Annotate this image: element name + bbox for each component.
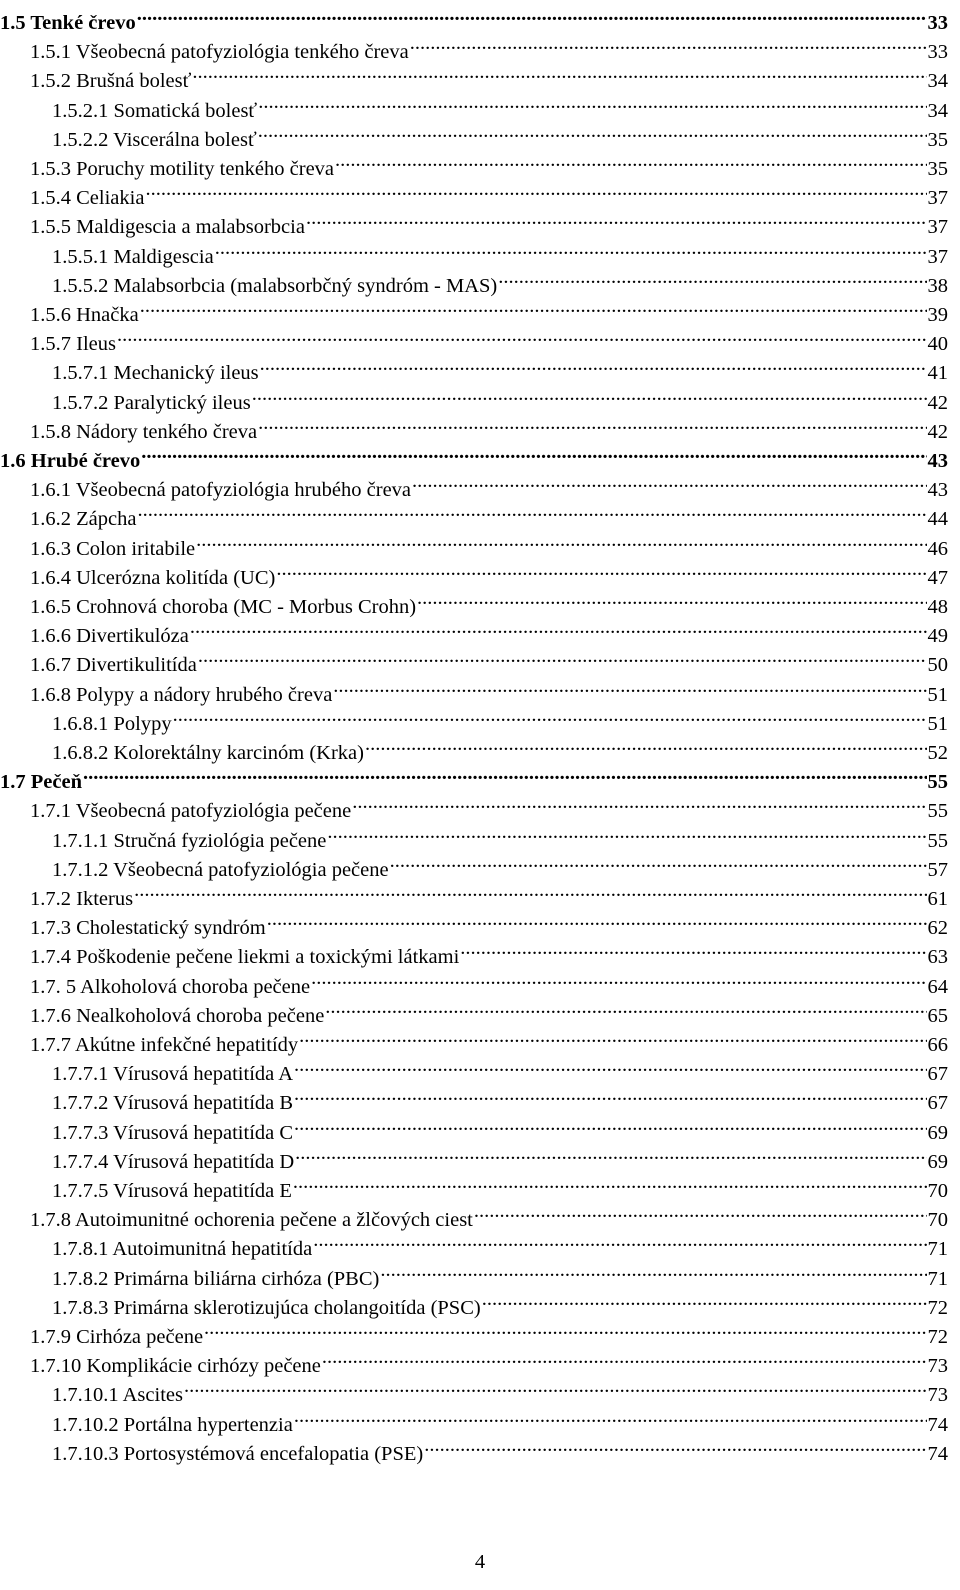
toc-entry-page: 42 (927, 391, 948, 414)
toc-entry-page: 35 (927, 128, 948, 151)
toc-entry-title: 1.7.8.2 Primárna biliárna cirhóza (PBC) (52, 1267, 380, 1290)
toc-leader-dots (195, 526, 927, 555)
toc-entry-page: 38 (927, 274, 948, 297)
toc-leader-dots (257, 117, 928, 146)
toc-entry-page: 70 (927, 1209, 948, 1232)
toc-entry-title: 1.5.7.1 Mechanický ileus (52, 362, 259, 385)
toc-leader-dots (136, 496, 927, 525)
toc-entry[interactable] (0, 526, 948, 560)
toc-entry-title: 1.7.1 Všeobecná patofyziológia pečene (30, 800, 352, 823)
toc-entry-title: 1.6.8.2 Kolorektálny karcinóm (Krka) (52, 742, 364, 764)
toc-entry[interactable] (0, 701, 948, 735)
toc-leader-dots (266, 905, 928, 934)
toc-leader-dots (473, 1197, 928, 1226)
toc-entry[interactable] (0, 0, 948, 34)
toc-entry[interactable] (0, 29, 948, 64)
toc-entry[interactable] (0, 1372, 948, 1407)
toc-entry-page: 37 (927, 216, 948, 239)
toc-entry-page: 69 (927, 1121, 948, 1144)
toc-leader-dots (481, 1285, 928, 1314)
toc-entry-page: 74 (927, 1413, 948, 1436)
toc-leader-dots (140, 438, 927, 467)
toc-leader-dots (203, 1314, 927, 1343)
toc-leader-dots (334, 146, 927, 175)
toc-leader-dots (197, 642, 928, 671)
toc-entry-title: 1.5.5.1 Maldigescia (52, 245, 214, 268)
toc-leader-dots (312, 1226, 927, 1255)
toc-leader-dots (411, 467, 927, 496)
toc-entry-page: 67 (927, 1092, 948, 1115)
toc-leader-dots (379, 1256, 927, 1285)
toc-entry-title: 1.7.9 Cirhóza pečene (30, 1326, 204, 1348)
toc-entry-title: 1.6.8 Polypy a nádory hrubého čreva (30, 683, 333, 706)
page-number: 4 (474, 1551, 486, 1573)
toc-entry[interactable] (0, 1343, 948, 1378)
toc-entry-page: 48 (927, 596, 948, 618)
toc-entry[interactable] (0, 175, 948, 210)
toc-entry[interactable] (0, 117, 948, 151)
toc-leader-dots (324, 993, 927, 1022)
toc-entry[interactable] (0, 1402, 948, 1436)
toc-entry[interactable] (0, 496, 948, 531)
toc-entry-page: 71 (927, 1238, 948, 1261)
toc-entry[interactable] (0, 847, 948, 881)
toc-entry-title: 1.6.8.1 Polypy (52, 712, 172, 735)
toc-leader-dots (136, 0, 928, 29)
toc-leader-dots (144, 175, 927, 204)
toc-entry[interactable] (0, 1256, 948, 1290)
toc-entry-page: 43 (927, 450, 948, 472)
toc-entry[interactable] (0, 584, 948, 618)
toc-entry-title: 1.7.8.3 Primárna sklerotizujúca cholangoitída (PSC) (52, 1296, 481, 1319)
toc-entry[interactable] (0, 1285, 948, 1319)
toc-entry-page: 33 (927, 12, 948, 34)
toc-entry-page: 72 (927, 1296, 948, 1319)
toc-leader-dots (389, 847, 928, 876)
toc-leader-dots (305, 204, 928, 233)
toc-entry[interactable] (0, 234, 948, 268)
toc-entry-page: 49 (927, 625, 948, 648)
toc-leader-dots (310, 964, 927, 993)
toc-leader-dots (497, 263, 927, 292)
toc-leader-dots (294, 1139, 927, 1168)
toc-entry-page: 55 (927, 800, 948, 823)
toc-leader-dots (351, 788, 927, 817)
toc-leader-dots (293, 1402, 928, 1431)
toc-entry-page: 33 (927, 41, 948, 64)
toc-entry-title: 1.7.8 Autoimunitné ochorenia pečene a žlčových ciest (30, 1209, 473, 1232)
toc-entry-page: 73 (927, 1355, 948, 1378)
toc-entry[interactable] (0, 1080, 948, 1115)
toc-entry[interactable] (0, 58, 948, 93)
toc-leader-dots (172, 701, 928, 730)
toc-entry-page: 73 (927, 1384, 948, 1407)
toc-leader-dots (416, 584, 927, 613)
toc-entry-page: 39 (927, 304, 948, 326)
toc-entry[interactable] (0, 964, 948, 998)
toc-entry-title: 1.7.1.1 Stručná fyziológia pečene (52, 829, 327, 852)
toc-entry-page: 44 (927, 508, 948, 531)
toc-entry-page: 41 (927, 362, 948, 385)
toc-entry-page: 63 (927, 946, 948, 969)
toc-entry[interactable] (0, 380, 948, 414)
toc-entry[interactable] (0, 876, 948, 910)
toc-entry-page: 50 (927, 654, 948, 677)
toc-entry-page: 67 (927, 1063, 948, 1086)
toc-entry-title: 1.7 Pečeň (0, 771, 82, 794)
toc-entry[interactable] (0, 1168, 948, 1202)
toc-entry-page: 46 (927, 537, 948, 560)
toc-leader-dots (364, 730, 928, 759)
toc-entry[interactable] (0, 467, 948, 502)
toc-entry[interactable] (0, 1022, 948, 1056)
toc-entry-title: 1.7.8.1 Autoimunitná hepatitída (52, 1238, 313, 1261)
toc-entry-title: 1.7.7.2 Vírusová hepatitída B (52, 1092, 294, 1115)
toc-entry[interactable] (0, 1051, 948, 1086)
toc-leader-dots (321, 1343, 928, 1372)
toc-leader-dots (293, 1110, 927, 1139)
toc-entry-page: 47 (927, 566, 948, 589)
toc-entry-page: 55 (927, 829, 948, 852)
toc-entry-title: 1.5.8 Nádory tenkého čreva (30, 420, 258, 443)
toc-entry-title: 1.7.4 Poškodenie pečene liekmi a toxickými látkami (30, 946, 460, 969)
toc-leader-dots (259, 350, 928, 379)
toc-entry[interactable] (0, 350, 948, 385)
toc-entry-title: 1.7.7 Akútne infekčné hepatitídy (30, 1034, 299, 1056)
toc-entry-title: 1.6.1 Všeobecná patofyziológia hrubého čreva (30, 479, 412, 502)
toc-entry-page: 35 (927, 158, 948, 180)
toc-entry-title: 1.5.5 Maldigescia a malabsorbcia (30, 216, 305, 239)
toc-leader-dots (82, 759, 928, 788)
toc-leader-dots (133, 876, 927, 905)
toc-entry[interactable] (0, 788, 948, 823)
toc-leader-dots (293, 1051, 927, 1080)
toc-entry-title: 1.5.3 Poruchy motility tenkého čreva (30, 158, 335, 180)
toc-entry[interactable] (0, 905, 948, 940)
toc-entry-title: 1.7.7.3 Vírusová hepatitída C (52, 1121, 294, 1144)
toc-entry-title: 1.5.2 Brušná bolesť (30, 70, 192, 93)
toc-leader-dots (292, 1168, 928, 1197)
toc-leader-dots (326, 818, 927, 847)
toc-leader-dots (191, 58, 927, 87)
toc-entry-title: 1.7.10.2 Portálna hypertenzia (52, 1413, 293, 1436)
toc-leader-dots (116, 321, 928, 350)
toc-entry[interactable] (0, 292, 948, 326)
toc-leader-dots (257, 409, 927, 438)
toc-entry-page: 61 (927, 888, 948, 910)
toc-entry[interactable] (0, 88, 948, 122)
toc-entry-title: 1.5.2.2 Viscerálna bolesť (52, 128, 257, 151)
toc-entry[interactable] (0, 934, 948, 969)
toc-entry-page: 66 (927, 1034, 948, 1056)
toc-entry[interactable] (0, 263, 948, 297)
toc-entry[interactable] (0, 1431, 948, 1465)
toc-entry[interactable] (0, 1197, 948, 1232)
toc-entry-page: 74 (927, 1442, 948, 1465)
toc-leader-dots (139, 292, 928, 321)
toc-leader-dots (251, 380, 928, 409)
toc-entry-title: 1.5.7.2 Paralytický ileus (52, 391, 251, 414)
toc-entry-title: 1.7.10.1 Ascites (52, 1384, 183, 1407)
toc-entry-title: 1.7.1.2 Všeobecná patofyziológia pečene (52, 858, 389, 881)
toc-entry-page: 70 (927, 1180, 948, 1202)
toc-entry-page: 69 (927, 1150, 948, 1173)
toc-entry-page: 57 (927, 858, 948, 881)
toc-entry-title: 1.5.6 Hnačka (30, 304, 139, 326)
toc-leader-dots (214, 234, 928, 263)
toc-entry-page: 72 (927, 1326, 948, 1348)
toc-entry-page: 43 (927, 479, 948, 502)
toc-entry-page: 37 (927, 187, 948, 210)
toc-entry[interactable] (0, 613, 948, 648)
toc-entry-title: 1.7.2 Ikterus (30, 888, 134, 910)
toc-entry-title: 1.5.2.1 Somatická bolesť (52, 99, 258, 122)
toc-entry-title: 1.7.7.1 Vírusová hepatitída A (52, 1063, 294, 1086)
toc-leader-dots (275, 555, 927, 584)
toc-entry-page: 51 (927, 712, 948, 735)
toc-leader-dots (257, 88, 927, 117)
toc-entry-title: 1.6.4 Ulcerózna kolitída (UC) (30, 566, 276, 589)
toc-entry-title: 1.5.7 Ileus (30, 333, 116, 356)
toc-entry-title: 1.5.1 Všeobecná patofyziológia tenkého čreva (30, 41, 409, 64)
toc-entry-title: 1.7.10.3 Portosystémová encefalopatia (PSE) (52, 1442, 424, 1465)
toc-entry-title: 1.7.6 Nealkoholová choroba pečene (30, 1004, 325, 1027)
toc-entry[interactable] (0, 146, 948, 180)
toc-entry[interactable] (0, 555, 948, 589)
toc-entry-page: 42 (927, 420, 948, 443)
toc-entry[interactable] (0, 1110, 948, 1144)
toc-entry[interactable] (0, 730, 948, 764)
toc-entry[interactable] (0, 993, 948, 1027)
toc-entry[interactable] (0, 1226, 948, 1261)
toc-entry-title: 1.6 Hrubé črevo (0, 450, 141, 472)
toc-entry[interactable] (0, 642, 948, 677)
toc-entry-page: 34 (927, 70, 948, 93)
toc-entry-title: 1.7.3 Cholestatický syndróm (30, 917, 266, 940)
toc-entry[interactable] (0, 1314, 948, 1348)
toc-leader-dots (183, 1372, 928, 1401)
toc-entry-title: 1.7.7.5 Vírusová hepatitída E (52, 1180, 292, 1202)
toc-leader-dots (423, 1431, 927, 1460)
toc-entry[interactable] (0, 1139, 948, 1173)
toc-entry-page: 55 (927, 771, 948, 794)
toc-entry-page: 62 (927, 917, 948, 940)
toc-entry-page: 51 (927, 683, 948, 706)
toc-entry-title: 1.6.6 Divertikulóza (30, 625, 189, 648)
toc-leader-dots (332, 672, 927, 701)
toc-entry-page: 40 (927, 333, 948, 356)
toc-entry-title: 1.6.2 Zápcha (30, 508, 137, 531)
toc-entry-page: 34 (927, 99, 948, 122)
toc-entry-title: 1.5 Tenké črevo (0, 12, 136, 34)
toc-entry-page: 64 (927, 975, 948, 998)
toc-entry-title: 1.5.4 Celiakia (30, 187, 145, 210)
toc-leader-dots (409, 29, 928, 58)
toc-entry-title: 1.5.5.2 Malabsorbcia (malabsorbčný syndróm - MAS) (52, 274, 498, 297)
toc-entry[interactable] (0, 672, 948, 706)
toc-entry-page: 71 (927, 1267, 948, 1290)
toc-entry[interactable] (0, 759, 948, 794)
toc-entry-page: 37 (927, 245, 948, 268)
toc-entry-page: 52 (927, 742, 948, 764)
toc-leader-dots (189, 613, 928, 642)
toc-entry[interactable] (0, 321, 948, 356)
toc-entry[interactable] (0, 204, 948, 239)
toc-entry-title: 1.6.5 Crohnová choroba (MC - Morbus Crohn) (30, 596, 417, 618)
toc-entry[interactable] (0, 438, 948, 472)
toc-entry[interactable] (0, 818, 948, 852)
toc-entry-title: 1.7.7.4 Vírusová hepatitída D (52, 1150, 295, 1173)
toc-entry-page: 65 (927, 1004, 948, 1027)
toc-entry[interactable] (0, 409, 948, 443)
toc-leader-dots (293, 1080, 927, 1109)
toc-entry-title: 1.6.7 Divertikulitída (30, 654, 197, 677)
toc-entry-title: 1.6.3 Colon iritabile (30, 537, 196, 560)
toc-entry-title: 1.7. 5 Alkoholová choroba pečene (30, 975, 311, 998)
toc-entry-title: 1.7.10 Komplikácie cirhózy pečene (30, 1355, 321, 1378)
toc-leader-dots (298, 1022, 927, 1051)
toc-leader-dots (459, 934, 927, 963)
